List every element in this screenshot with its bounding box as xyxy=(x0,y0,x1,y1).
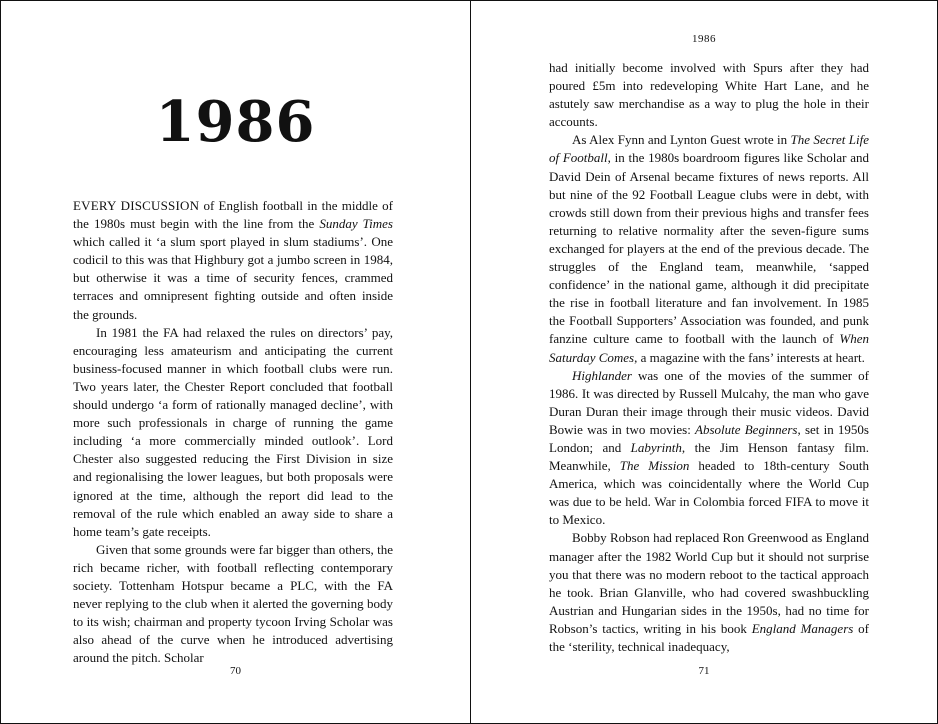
chapter-title: 1986 xyxy=(155,89,316,155)
left-page xyxy=(1,1,471,723)
right-page xyxy=(471,1,937,723)
paragraph: In 1981 the FA had relaxed the rules on directors’ pay, encouraging less amateurism and anticipating the current business-focused manner in which football clubs were run. Two years later, the Chester Report concluded that football should undergo ‘a form of rationally managed decline’, with more such professionals in charge of running the game including ‘a more commercially minded outlook’. Lord Chester also suggested reducing the First Division in size and regionalising the lower leagues, but both proposals were ignored at the time, although the report did lead to the removal of the rule which enabled an away side to share a home team’s gate receipts. xyxy=(73,324,393,539)
page-number-left: 70 xyxy=(230,665,241,677)
paragraph: had initially become involved with Spurs after they had poured £5m into redeveloping White Hart Lane, and he astutely saw merchandise as a way to plug the hole in their accounts. xyxy=(549,60,869,130)
running-head: 1986 xyxy=(692,33,716,45)
left-page-body xyxy=(73,197,393,667)
paragraph-lead: EVERY DISCUSSION xyxy=(73,198,200,213)
paragraph: Highlander was one of the movies of the summer of 1986. It was directed by Russell Mulcahy, the man who gave Duran Duran their image through their music videos. David Bowie was in two movies: Absolute Beginners, set in 1950s London; and Labyrinth, the Jim Henson fantasy film. Meanwhile, The Mission headed to 18th-century South America, which was coincidentally where the World Cup was due to be held. War in Colombia forced FIFA to move it to Mexico. xyxy=(549,367,869,528)
paragraph: EVERY DISCUSSION of English football in the middle of the 1980s must begin with the line from the Sunday Times which called it ‘a slum sport played in slum stadiums’. One codicil to this was that Highbury got a jumbo screen in 1984, but otherwise it was a time of security fences, crammed terraces and omnipresent fighting outside and often inside the grounds. xyxy=(73,198,394,322)
paragraph: Bobby Robson had replaced Ron Greenwood as England manager after the 1982 World Cup but it should not surprise you that there was no modern reboot to the tactical approach he took. Brian Glanville, who had covered swashbuckling Austrian and Hungarian sides in the 1950s, had no time for Robson’s tactics, writing in his book England Managers of the ‘sterility, technical inadequacy, xyxy=(549,530,869,654)
paragraph: As Alex Fynn and Lynton Guest wrote in The Secret Life of Football, in the 1980s boardroom figures like Scholar and David Dein of Arsenal became fixtures of news reports. All but nine of the 92 Football League clubs were in debt, with crowds still down from their previous highs and transfer fees returning to relative normality after the seven-figure sums exchanged for players at the end of the previous decade. The struggles of the England team, meanwhile, ‘sapped confidence’ in the national game, although it did precipitate the rise in football literature and fan involvement. In 1985 the Football Supporters’ Association was founded, and punk fanzine culture came to football with the launch of When Saturday Comes, a magazine with the fans’ interests at heart. xyxy=(549,132,870,365)
right-page-body xyxy=(549,59,869,656)
page-number-right: 71 xyxy=(698,665,710,677)
paragraph: Given that some grounds were far bigger than others, the rich became richer, with football reflecting contemporary society. Tottenham Hotspur became a PLC, with the FA never replying to the club when it alerted the governing body to its wish; chairman and property tycoon Irving Scholar was also ahead of the curve when he introduced advertising around the pitch. Scholar xyxy=(73,541,393,666)
